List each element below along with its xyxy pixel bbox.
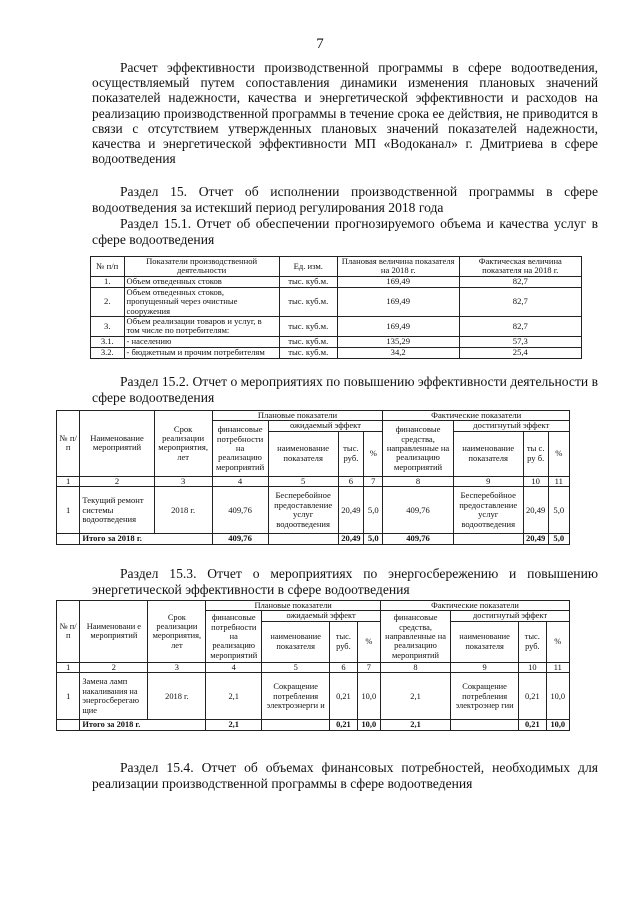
th-plan-group: Плановые показатели <box>212 411 383 421</box>
cell-plan: 169,49 <box>337 276 459 287</box>
cell-indicator: - населению <box>124 336 279 347</box>
cell-plan: 169,49 <box>337 317 459 337</box>
cell-rub: 20,49 <box>338 487 363 534</box>
th-number: № п/п <box>91 257 125 277</box>
cell-fin-spent: 409,76 <box>383 487 453 534</box>
th-expected-effect: ожидаемый эффект <box>262 611 381 621</box>
th-percent: % <box>548 431 569 476</box>
col-num: 5 <box>268 476 338 486</box>
th-term: Срок реализации мероприятия, лет <box>154 411 212 477</box>
cell-plan: 135,29 <box>337 336 459 347</box>
col-num: 9 <box>453 476 523 486</box>
th-percent: % <box>546 621 569 662</box>
cell-number: 1 <box>57 673 80 720</box>
cell-number: 2. <box>91 287 125 316</box>
cell-term: 2018 г. <box>148 673 206 720</box>
cell-indicator-name: Бесперебойное предоставление услуг водоотведения <box>453 487 523 534</box>
cell-indicator: - бюджетным и прочим потребителям <box>124 347 279 358</box>
total-label: Итого за 2018 г. <box>80 720 206 730</box>
cell-fact: 82,7 <box>459 317 581 337</box>
total-percent: 10,0 <box>546 720 569 730</box>
th-fin-spent: финансовые средства, направленные на реализацию мероприятий <box>383 421 453 476</box>
col-num: 8 <box>380 662 450 672</box>
section-15-2-heading: Раздел 15.2. Отчет о мероприятиях по повышению эффективности деятельности в сфере водоотведения <box>92 374 598 405</box>
total-fin-spent: 2,1 <box>380 720 450 730</box>
col-num: 3 <box>148 662 206 672</box>
table-row <box>91 317 582 337</box>
th-fin-spent: финансовые средства, направленные на реализацию мероприятий <box>380 611 450 662</box>
cell-rub: 20,49 <box>523 487 548 534</box>
th-percent: % <box>364 431 383 476</box>
col-num: 1 <box>57 476 80 486</box>
th-achieved-effect: достигнутый эффект <box>451 611 570 621</box>
col-num: 4 <box>212 476 268 486</box>
th-percent: % <box>357 621 380 662</box>
col-num: 5 <box>262 662 330 672</box>
cell-indicator: Объем реализации товаров и услуг, в том числе по потребителям: <box>124 317 279 337</box>
total-fin-needs: 409,76 <box>212 534 268 544</box>
col-num: 11 <box>548 476 569 486</box>
cell-indicator: Объем отведенных стоков, пропущенный через очистные сооружения <box>124 287 279 316</box>
cell-indicator: Объем отведенных стоков <box>124 276 279 287</box>
total-rub: 0,21 <box>330 720 357 730</box>
th-number: № п/ п <box>57 411 80 477</box>
total-row <box>57 720 570 730</box>
cell-term: 2018 г. <box>154 487 212 534</box>
cell-unit: тыс. куб.м. <box>279 276 337 287</box>
th-unit: Ед. изм. <box>279 257 337 277</box>
col-num: 7 <box>357 662 380 672</box>
table-row <box>91 347 582 358</box>
total-percent: 5,0 <box>548 534 569 544</box>
cell-percent: 5,0 <box>364 487 383 534</box>
total-row <box>57 534 570 544</box>
section-15-3-heading: Раздел 15.3. Отчет о мероприятиях по энергосбережению и повышению энергетической эффективности в сфере водоотведения <box>92 566 598 597</box>
th-fact-group: Фактические показатели <box>380 601 569 611</box>
cell-number: 3.1. <box>91 336 125 347</box>
table-efficiency-measures <box>56 410 570 545</box>
th-fin-needs: финансовые потребности на реализацию мероприятий <box>212 421 268 476</box>
cell-indicator-name: Сокращение потребления электроэнер гии <box>451 673 519 720</box>
col-num: 6 <box>338 476 363 486</box>
total-rub: 20,49 <box>338 534 363 544</box>
cell-number: 1. <box>91 276 125 287</box>
table-row <box>91 336 582 347</box>
total-fin-spent: 409,76 <box>383 534 453 544</box>
table-service-volume <box>90 256 582 359</box>
col-num: 2 <box>80 662 148 672</box>
section-15-heading: Раздел 15. Отчет об исполнении производственной программы в сфере водоотведения за истекший период регулирования 2018 года <box>92 184 598 215</box>
cell-percent: 10,0 <box>357 673 380 720</box>
cell-fin-needs: 2,1 <box>206 673 262 720</box>
col-num: 3 <box>154 476 212 486</box>
th-indicator: Показатели производственной деятельности <box>124 257 279 277</box>
th-rub: тыс. руб. <box>338 431 363 476</box>
th-indicator-name: наименование показателя <box>262 621 330 662</box>
total-rub: 20,49 <box>523 534 548 544</box>
col-num: 8 <box>383 476 453 486</box>
intro-paragraph: Расчет эффективности производственной программы в сфере водоотведения, осуществляемый путем сопоставления динамики изменения плановых значений показателей надежности, качества и энергетической эффективности и расходов на реализацию производственной программы в течение срока ее действия, не приводится в связи с отсутствием утвержденных плановых значений показателей надежности, качества и энергетической эффективности МП «Водоканал» г. Дмитриева в сфере водоотведения <box>92 60 598 167</box>
cell-fact: 25,4 <box>459 347 581 358</box>
cell-fact: 57,3 <box>459 336 581 347</box>
total-percent: 5,0 <box>364 534 383 544</box>
total-percent: 10,0 <box>357 720 380 730</box>
col-num: 9 <box>451 662 519 672</box>
cell-measure-name: Текущий ремонт системы водоотведения <box>80 487 154 534</box>
th-fact: Фактическая величина показателя на 2018 г. <box>459 257 581 277</box>
cell-number: 1 <box>57 487 80 534</box>
th-plan-group: Плановые показатели <box>206 601 381 611</box>
col-num: 10 <box>519 662 546 672</box>
cell-unit: тыс. куб.м. <box>279 347 337 358</box>
th-indicator-name: наименование показателя <box>451 621 519 662</box>
th-fin-needs: финансовые потребности на реализацию мероприятий <box>206 611 262 662</box>
cell-fin-spent: 2,1 <box>380 673 450 720</box>
th-measure-name: Наименовани е мероприятий <box>80 601 148 663</box>
cell-rub: 0,21 <box>519 673 546 720</box>
cell-fact: 82,7 <box>459 276 581 287</box>
table-row <box>57 673 570 720</box>
section-15-1-heading: Раздел 15.1. Отчет об обеспечении прогнозируемого объема и качества услуг в сфере водоотведения <box>92 216 598 247</box>
th-rub: тыс. руб. <box>519 621 546 662</box>
column-number-row <box>57 662 570 672</box>
cell-indicator-name: Бесперебойное предоставление услуг водоотведения <box>268 487 338 534</box>
th-measure-name: Наименование мероприятий <box>80 411 154 477</box>
th-rub: тыс. руб. <box>330 621 357 662</box>
th-expected-effect: ожидаемый эффект <box>268 421 383 431</box>
col-num: 7 <box>364 476 383 486</box>
cell-unit: тыс. куб.м. <box>279 317 337 337</box>
col-num: 6 <box>330 662 357 672</box>
th-achieved-effect: достигнутый эффект <box>453 421 569 431</box>
table-row <box>91 287 582 316</box>
table-row <box>57 487 570 534</box>
cell-unit: тыс. куб.м. <box>279 336 337 347</box>
th-plan: Плановая величина показателя на 2018 г. <box>337 257 459 277</box>
col-num: 4 <box>206 662 262 672</box>
col-num: 2 <box>80 476 154 486</box>
cell-percent: 10,0 <box>546 673 569 720</box>
th-indicator-name: наименование показателя <box>268 431 338 476</box>
cell-fact: 82,7 <box>459 287 581 316</box>
col-num: 11 <box>546 662 569 672</box>
th-fact-group: Фактические показатели <box>383 411 570 421</box>
th-number: № п/ п <box>57 601 80 663</box>
cell-measure-name: Замена ламп накаливания на энергосберегаю щие <box>80 673 148 720</box>
cell-percent: 5,0 <box>548 487 569 534</box>
cell-indicator-name: Сокращение потребления электроэнерги и <box>262 673 330 720</box>
cell-fin-needs: 409,76 <box>212 487 268 534</box>
cell-number: 3. <box>91 317 125 337</box>
cell-rub: 0,21 <box>330 673 357 720</box>
total-rub: 0,21 <box>519 720 546 730</box>
total-label: Итого за 2018 г. <box>80 534 212 544</box>
total-fin-needs: 2,1 <box>206 720 262 730</box>
table-header-row <box>91 257 582 277</box>
cell-plan: 169,49 <box>337 287 459 316</box>
cell-number: 3.2. <box>91 347 125 358</box>
page-number: 7 <box>316 36 324 52</box>
cell-unit: тыс. куб.м. <box>279 287 337 316</box>
table-energy-measures <box>56 600 570 731</box>
column-number-row <box>57 476 570 486</box>
th-term: Срок реализации мероприятия, лет <box>148 601 206 663</box>
th-rub: ты с. ру б. <box>523 431 548 476</box>
section-15-4-heading: Раздел 15.4. Отчет об объемах финансовых потребностей, необходимых для реализации производственной программы в сфере водоотведения <box>92 760 598 791</box>
col-num: 10 <box>523 476 548 486</box>
col-num: 1 <box>57 662 80 672</box>
th-indicator-name: наименование показателя <box>453 431 523 476</box>
table-row <box>91 276 582 287</box>
cell-plan: 34,2 <box>337 347 459 358</box>
